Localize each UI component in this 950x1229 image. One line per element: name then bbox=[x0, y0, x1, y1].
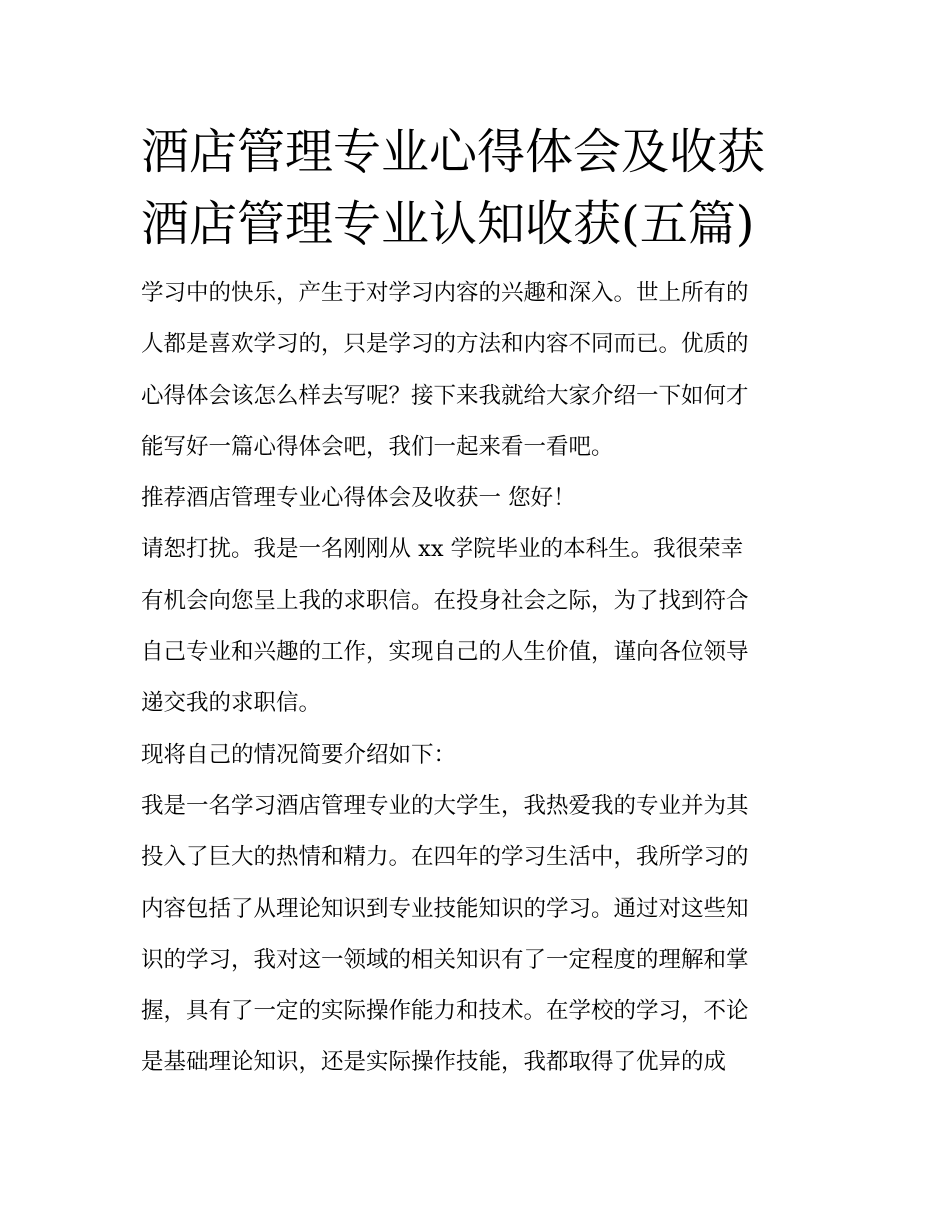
body-line: 能写好一篇心得体会吧，我们一起来看一看吧。 bbox=[141, 433, 614, 460]
body-line: 内容包括了从理论知识到专业技能知识的学习。通过对这些知 bbox=[141, 895, 749, 922]
body-line: 请恕打扰。我是一名刚刚从 xx 学院毕业的本科生。我很荣幸 bbox=[141, 536, 744, 563]
body-line: 心得体会该怎么样去写呢？接下来我就给大家介绍一下如何才 bbox=[141, 382, 749, 409]
document-body bbox=[141, 268, 813, 1089]
document-title bbox=[141, 116, 813, 260]
body-line: 识的学习，我对这一领域的相关知识有了一定程度的理解和掌 bbox=[141, 946, 749, 973]
body-line: 现将自己的情况简要介绍如下： bbox=[141, 741, 457, 768]
body-line: 学习中的快乐，产生于对学习内容的兴趣和深入。世上所有的 bbox=[141, 280, 749, 306]
body-line: 人都是喜欢学习的，只是学习的方法和内容不同而已。优质的 bbox=[141, 331, 749, 358]
document-content bbox=[141, 116, 813, 1089]
body-line: 推荐酒店管理专业心得体会及收获一 您好！ bbox=[141, 485, 576, 512]
body-line: 我是一名学习酒店管理专业的大学生，我热爱我的专业并为其 bbox=[141, 792, 749, 819]
body-line: 有机会向您呈上我的求职信。在投身社会之际，为了找到符合 bbox=[141, 587, 749, 614]
body-line: 自己专业和兴趣的工作，实现自己的人生价值，谨向各位领导 bbox=[141, 639, 749, 666]
title-line: 酒店管理专业认知收获(五篇) bbox=[141, 196, 755, 252]
body-line: 握，具有了一定的实际操作能力和技术。在学校的学习，不论 bbox=[141, 998, 749, 1025]
title-line: 酒店管理专业心得体会及收获 bbox=[141, 124, 766, 180]
body-line: 是基础理论知识，还是实际操作技能，我都取得了优异的成 bbox=[141, 1049, 727, 1076]
body-line: 递交我的求职信。 bbox=[141, 690, 322, 717]
body-line: 投入了巨大的热情和精力。在四年的学习生活中，我所学习的 bbox=[141, 844, 749, 871]
